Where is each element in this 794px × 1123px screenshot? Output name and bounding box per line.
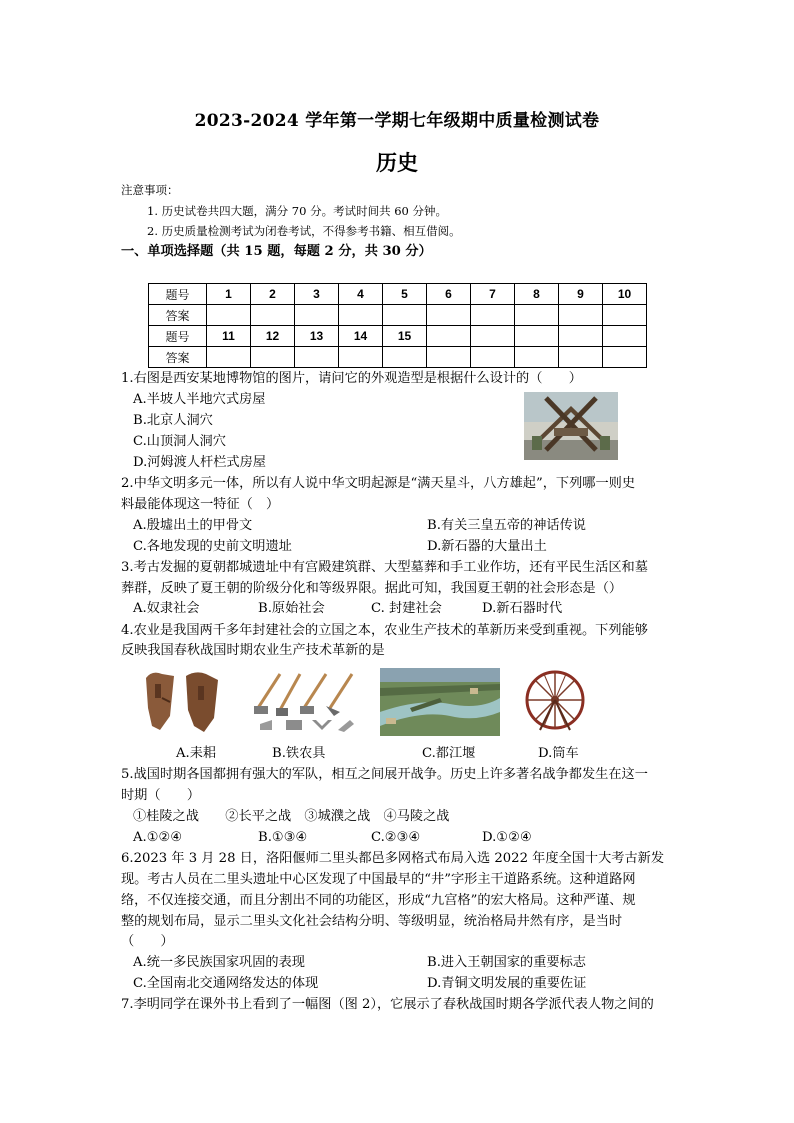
table-row [149, 347, 647, 368]
q4-option-c: C.都江堰 [422, 746, 476, 761]
q2-option-c: C.各地发现的史前文明遗址 [133, 539, 292, 554]
answer-cell[interactable] [427, 305, 471, 326]
q1-option-b: B.北京人洞穴 [133, 413, 213, 428]
answer-cell[interactable] [383, 347, 427, 368]
answer-cell[interactable] [339, 305, 383, 326]
question-number-cell: 15 [383, 326, 427, 347]
answer-cell[interactable] [207, 305, 251, 326]
answer-cell[interactable] [295, 305, 339, 326]
exam-title: 2023-2024 学年第一学期七年级期中质量检测试卷 [194, 111, 600, 131]
q4-stem-line-1: 4.农业是我国两千多年封建社会的立国之本，农业生产技术的革新历来受到重视。下列能够 [121, 623, 648, 638]
answer-cell[interactable] [559, 347, 603, 368]
museum-photo [524, 392, 618, 460]
section-1-heading: 一、单项选择题（共 15 题，每题 2 分，共 30 分） [121, 244, 432, 259]
question-number-cell: 1 [207, 284, 251, 305]
question-number-cell [427, 326, 471, 347]
question-number-cell: 7 [471, 284, 515, 305]
q5-option-b: B.①③④ [258, 830, 308, 845]
question-number-cell: 8 [515, 284, 559, 305]
q4-option-d: D.筒车 [538, 746, 579, 761]
table-header-cell: 答案 [149, 347, 207, 368]
question-number-cell: 10 [603, 284, 647, 305]
q4-option-a: A.耒耜 [176, 746, 217, 761]
subject-title: 历史 [376, 150, 418, 175]
answer-cell[interactable] [515, 305, 559, 326]
q6-stem-line-5: （ ） [121, 934, 174, 949]
q2-stem-line-1: 2.中华文明多元一体，所以有人说中华文明起源是“满天星斗，八方雄起”，下列哪一则史 [121, 476, 635, 491]
q5-stem-line-1: 5.战国时期各国都拥有强大的军队，相互之间展开战争。历史上许多著名战争都发生在这一 [121, 767, 648, 782]
q2-option-b: B.有关三皇五帝的神话传说 [427, 518, 586, 533]
answer-cell[interactable] [515, 347, 559, 368]
q3-option-b: B.原始社会 [258, 601, 325, 616]
question-number-cell: 3 [295, 284, 339, 305]
q6-option-d: D.青铜文明发展的重要佐证 [427, 976, 587, 991]
answer-cell[interactable] [603, 305, 647, 326]
question-number-cell: 13 [295, 326, 339, 347]
q3-option-d: D.新石器时代 [482, 601, 563, 616]
question-number-cell: 14 [339, 326, 383, 347]
q6-stem-line-1: 6.2023 年 3 月 28 日，洛阳偃师二里头都邑多网格式布局入选 2022 年度全国十大考古新发 [121, 851, 665, 866]
tongche-waterwheel-image [520, 668, 590, 736]
q6-stem-line-2: 现。考古人员在二里头遗址中心区发现了中国最早的“井”字形主干道路系统。这种道路网 [121, 872, 636, 887]
q1-option-a: A.半坡人半地穴式房屋 [133, 392, 266, 407]
q5-items: ①桂陵之战 ②长平之战 ③城濮之战 ④马陵之战 [133, 809, 450, 824]
notes-heading: 注意事项： [121, 183, 179, 197]
table-row [149, 326, 647, 347]
table-header-cell: 题号 [149, 326, 207, 347]
answer-cell[interactable] [383, 305, 427, 326]
table-row [149, 305, 647, 326]
question-number-cell [559, 326, 603, 347]
q4-option-b: B.铁农具 [272, 746, 326, 761]
table-header-cell: 题号 [149, 284, 207, 305]
q2-stem-line-2: 料最能体现这一特征（ ） [121, 497, 280, 512]
notes-item-2: 2. 历史质量检测考试为闭卷考试，不得参考书籍、相互借阅。 [147, 224, 461, 238]
table-row [149, 284, 647, 305]
question-number-cell [603, 326, 647, 347]
notes-item-1: 1. 历史试卷共四大题，满分 70 分。考试时间共 60 分钟。 [147, 204, 448, 218]
question-number-cell [471, 326, 515, 347]
q1-option-d: D.河姆渡人杆栏式房屋 [133, 455, 266, 470]
answer-cell[interactable] [427, 347, 471, 368]
iron-tools-image [250, 668, 360, 736]
q1-stem: 1.右图是西安某地博物馆的图片，请问它的外观造型是根据什么设计的（ ） [121, 371, 582, 386]
question-number-cell: 12 [251, 326, 295, 347]
answer-cell[interactable] [295, 347, 339, 368]
q3-stem-line-1: 3.考古发掘的夏朝都城遗址中有宫殿建筑群、大型墓葬和手工业作坊，还有平民生活区和墓 [121, 560, 648, 575]
question-number-cell: 6 [427, 284, 471, 305]
leisi-plow-image [138, 668, 226, 736]
q6-option-c: C.全国南北交通网络发达的体现 [133, 976, 319, 991]
q3-stem-line-2: 葬群，反映了夏王朝的阶级分化和等级界限。据此可知，我国夏王朝的社会形态是（） [121, 581, 623, 596]
q2-option-a: A.殷墟出土的甲骨文 [133, 518, 253, 533]
q6-stem-line-4: 整的规划布局，显示二里头文化社会结构分明、等级明显，统治格局井然有序，是当时 [121, 914, 623, 929]
question-number-cell: 4 [339, 284, 383, 305]
answer-table [148, 283, 647, 368]
answer-cell[interactable] [559, 305, 603, 326]
answer-cell[interactable] [471, 305, 515, 326]
q7-stem-line-1: 7.李明同学在课外书上看到了一幅图（图 2），它展示了春秋战国时期各学派代表人物之间的 [121, 997, 654, 1012]
answer-cell[interactable] [251, 305, 295, 326]
question-number-cell: 5 [383, 284, 427, 305]
q3-option-c: C. 封建社会 [371, 601, 442, 616]
answer-cell[interactable] [207, 347, 251, 368]
q5-option-c: C.②③④ [371, 830, 421, 845]
q6-option-a: A.统一多民族国家巩固的表现 [133, 955, 305, 970]
q4-stem-line-2: 反映我国春秋战国时期农业生产技术革新的是 [121, 643, 385, 658]
answer-cell[interactable] [251, 347, 295, 368]
table-header-cell: 答案 [149, 305, 207, 326]
q1-option-c: C.山顶洞人洞穴 [133, 434, 226, 449]
question-number-cell: 2 [251, 284, 295, 305]
q5-option-a: A.①②④ [133, 830, 183, 845]
question-number-cell [515, 326, 559, 347]
q5-option-d: D.①②④ [482, 830, 532, 845]
q6-option-b: B.进入王朝国家的重要标志 [427, 955, 586, 970]
answer-cell[interactable] [339, 347, 383, 368]
answer-cell[interactable] [603, 347, 647, 368]
q3-option-a: A.奴隶社会 [133, 601, 200, 616]
question-number-cell: 11 [207, 326, 251, 347]
question-number-cell: 9 [559, 284, 603, 305]
q5-stem-line-2: 时期（ ） [121, 788, 201, 803]
dujiangyan-image [380, 668, 500, 736]
q2-option-d: D.新石器的大量出土 [427, 539, 547, 554]
answer-cell[interactable] [471, 347, 515, 368]
q6-stem-line-3: 络，不仅连接交通，而且分割出不同的功能区，形成“九宫格”的宏大格局。这种严谨、规 [121, 893, 636, 908]
